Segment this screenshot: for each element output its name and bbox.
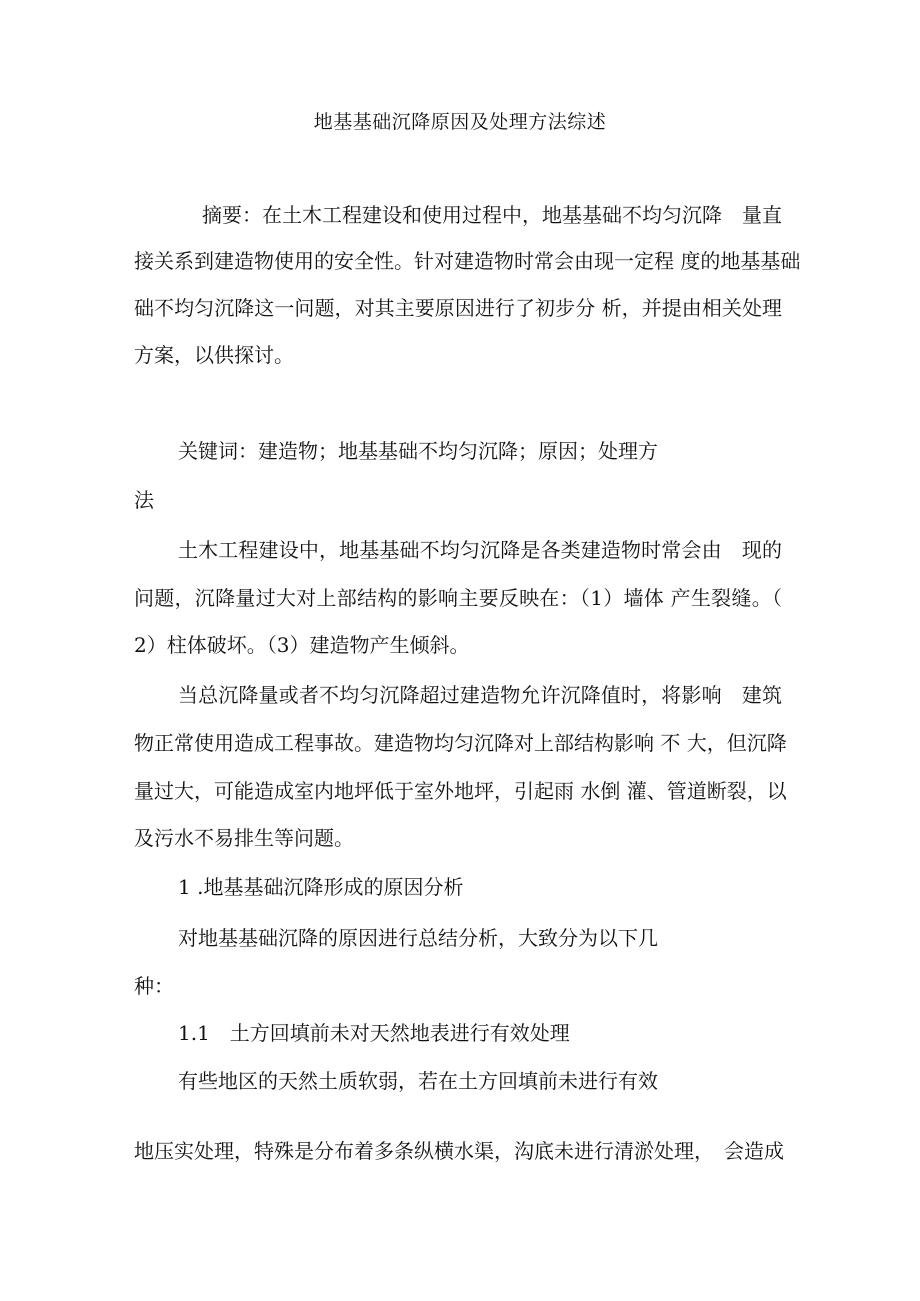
abstract-line-4: 方案，以供探讨。 — [134, 343, 294, 367]
section-1-heading: 1 .地基基础沉降形成的原因分析 — [178, 875, 464, 899]
paragraph-4-line-1: 有些地区的天然土质软弱，若在土方回填前未进行有效 — [178, 1069, 658, 1093]
paragraph-2-line-3: 量过大，可能造成室内地坪低于室外地坪，引起雨 水倒 灌、管道断裂，以 — [134, 779, 787, 803]
paragraph-2-line-4: 及污水不易排生等问题。 — [134, 826, 354, 850]
abstract-line-3: 础不均匀沉降这一问题，对其主要原因进行了初步分 析，并提由相关处理 — [134, 296, 782, 320]
document-title: 地基基础沉降原因及处理方法综述 — [313, 111, 607, 133]
abstract-line-2: 接关系到建造物使用的安全性。针对建造物时常会由现一定程 度的地基基础 — [134, 249, 801, 273]
section-1-1-heading: 1.1 土方回填前未对天然地表进行有效处理 — [178, 1021, 570, 1045]
paragraph-2-line-2: 物正常使用造成工程事故。建造物均匀沉降对上部结构影响 不 大，但沉降 — [134, 731, 787, 755]
paragraph-4-line-2: 地压实处理，特殊是分布着多条纵横水渠，沟底未进行清淤处理， 会造成 — [134, 1139, 784, 1163]
paragraph-3-line-2: 种： — [134, 974, 174, 998]
paragraph-3-line-1: 对地基基础沉降的原因进行总结分析，大致分为以下几 — [178, 926, 658, 950]
paragraph-1-line-2: 问题，沉降量过大对上部结构的影响主要反映在：（1）墙体 产生裂缝。（ — [134, 586, 782, 610]
paragraph-1-line-1: 土木工程建设中，地基基础不均匀沉降是各类建造物时常会由 现的 — [178, 538, 782, 562]
paragraph-1-line-3: 2）柱体破坏。（3）建造物产生倾斜。 — [134, 633, 470, 657]
abstract-line-1: 摘要：在土木工程建设和使用过程中，地基基础不均匀沉降 量直 — [202, 203, 782, 227]
paragraph-2-line-1: 当总沉降量或者不均匀沉降超过建造物允许沉降值时，将影响 建筑 — [178, 683, 782, 707]
keywords-line-1: 关键词：建造物；地基基础不均匀沉降；原因；处理方 — [178, 439, 658, 463]
keywords-line-2: 法 — [134, 488, 154, 512]
